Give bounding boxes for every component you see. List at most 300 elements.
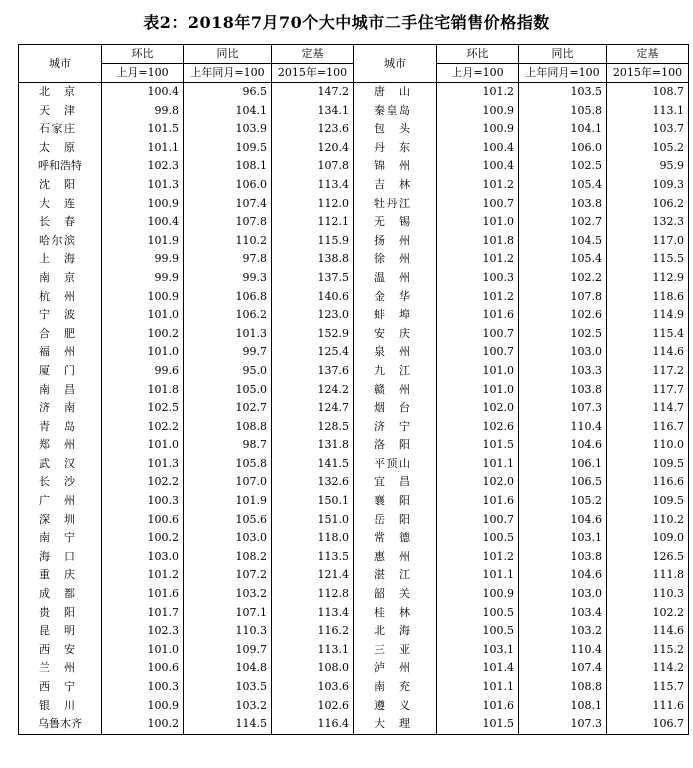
- mom-index-cell: 100.2: [102, 325, 184, 344]
- header-base-2015: 2015年=100: [607, 64, 689, 83]
- fixed-base-index-cell: 134.1: [272, 102, 354, 121]
- mom-index-cell: 101.2: [437, 83, 519, 102]
- table-row: [19, 659, 689, 678]
- city-cell: 蚌埠: [354, 306, 437, 325]
- table-row: [19, 585, 689, 604]
- table-row: [19, 325, 689, 344]
- fixed-base-index-cell: 106.2: [607, 195, 689, 214]
- fixed-base-index-cell: 120.4: [272, 139, 354, 158]
- header-mom: 环比: [102, 45, 184, 64]
- header-city: 城市: [354, 45, 437, 83]
- mom-index-cell: 100.5: [437, 622, 519, 641]
- mom-index-cell: 101.1: [437, 566, 519, 585]
- fixed-base-index-cell: 103.6: [272, 678, 354, 697]
- mom-index-cell: 100.7: [437, 511, 519, 530]
- fixed-base-index-cell: 116.6: [607, 473, 689, 492]
- mom-index-cell: 99.9: [102, 269, 184, 288]
- mom-index-cell: 101.3: [102, 455, 184, 474]
- mom-index-cell: 101.0: [437, 362, 519, 381]
- yoy-index-cell: 107.2: [184, 566, 272, 585]
- city-cell: 北京: [19, 83, 102, 102]
- city-cell: 哈尔滨: [19, 232, 102, 251]
- city-cell: 宜昌: [354, 473, 437, 492]
- yoy-index-cell: 105.2: [519, 492, 607, 511]
- price-index-table: [18, 44, 689, 735]
- city-cell: 遵义: [354, 697, 437, 716]
- yoy-index-cell: 106.8: [184, 288, 272, 307]
- yoy-index-cell: 105.8: [519, 102, 607, 121]
- mom-index-cell: 101.0: [102, 436, 184, 455]
- fixed-base-index-cell: 137.6: [272, 362, 354, 381]
- mom-index-cell: 101.0: [437, 381, 519, 400]
- city-cell: 大连: [19, 195, 102, 214]
- yoy-index-cell: 103.2: [184, 697, 272, 716]
- header-city: 城市: [19, 45, 102, 83]
- fixed-base-index-cell: 109.5: [607, 455, 689, 474]
- yoy-index-cell: 107.8: [519, 288, 607, 307]
- city-cell: 昆明: [19, 622, 102, 641]
- mom-index-cell: 100.3: [102, 492, 184, 511]
- mom-index-cell: 102.2: [102, 418, 184, 437]
- yoy-index-cell: 109.5: [184, 139, 272, 158]
- fixed-base-index-cell: 112.8: [272, 585, 354, 604]
- header-mom: 环比: [437, 45, 519, 64]
- fixed-base-index-cell: 151.0: [272, 511, 354, 530]
- table-row: [19, 492, 689, 511]
- city-cell: 杭州: [19, 288, 102, 307]
- mom-index-cell: 100.7: [437, 195, 519, 214]
- fixed-base-index-cell: 131.8: [272, 436, 354, 455]
- city-cell: 岳阳: [354, 511, 437, 530]
- fixed-base-index-cell: 112.0: [272, 195, 354, 214]
- fixed-base-index-cell: 125.4: [272, 343, 354, 362]
- city-cell: 常德: [354, 529, 437, 548]
- mom-index-cell: 99.8: [102, 102, 184, 121]
- city-cell: 天津: [19, 102, 102, 121]
- table-row: [19, 139, 689, 158]
- fixed-base-index-cell: 113.4: [272, 604, 354, 623]
- city-cell: 平顶山: [354, 455, 437, 474]
- page-title: 表2：2018年7月70个大中城市二手住宅销售价格指数: [143, 13, 550, 32]
- table-row: [19, 269, 689, 288]
- city-cell: 牡丹江: [354, 195, 437, 214]
- table-row: [19, 213, 689, 232]
- yoy-index-cell: 98.7: [184, 436, 272, 455]
- yoy-index-cell: 107.0: [184, 473, 272, 492]
- fixed-base-index-cell: 110.3: [607, 585, 689, 604]
- mom-index-cell: 100.6: [102, 511, 184, 530]
- yoy-index-cell: 103.8: [519, 381, 607, 400]
- city-cell: 厦门: [19, 362, 102, 381]
- table-row: [19, 622, 689, 641]
- city-cell: 韶关: [354, 585, 437, 604]
- city-cell: 长春: [19, 213, 102, 232]
- yoy-index-cell: 102.5: [519, 325, 607, 344]
- mom-index-cell: 102.0: [437, 473, 519, 492]
- yoy-index-cell: 106.1: [519, 455, 607, 474]
- table-row: [19, 343, 689, 362]
- mom-index-cell: 101.0: [102, 641, 184, 660]
- yoy-index-cell: 103.9: [184, 120, 272, 139]
- mom-index-cell: 101.2: [437, 176, 519, 195]
- mom-index-cell: 102.6: [437, 418, 519, 437]
- city-cell: 丹东: [354, 139, 437, 158]
- yoy-index-cell: 110.4: [519, 418, 607, 437]
- city-cell: 泸州: [354, 659, 437, 678]
- fixed-base-index-cell: 116.7: [607, 418, 689, 437]
- fixed-base-index-cell: 117.0: [607, 232, 689, 251]
- header-fixed-base: 定基: [607, 45, 689, 64]
- table-row: [19, 381, 689, 400]
- city-cell: 南充: [354, 678, 437, 697]
- yoy-index-cell: 114.5: [184, 715, 272, 734]
- fixed-base-index-cell: 138.8: [272, 250, 354, 269]
- fixed-base-index-cell: 112.1: [272, 213, 354, 232]
- fixed-base-index-cell: 111.6: [607, 697, 689, 716]
- mom-index-cell: 100.9: [437, 102, 519, 121]
- fixed-base-index-cell: 132.3: [607, 213, 689, 232]
- yoy-index-cell: 103.2: [184, 585, 272, 604]
- yoy-index-cell: 103.0: [519, 343, 607, 362]
- fixed-base-index-cell: 150.1: [272, 492, 354, 511]
- mom-index-cell: 101.9: [102, 232, 184, 251]
- header-base-last-year: 上年同月=100: [184, 64, 272, 83]
- yoy-index-cell: 103.8: [519, 548, 607, 567]
- table-row: [19, 362, 689, 381]
- fixed-base-index-cell: 118.0: [272, 529, 354, 548]
- fixed-base-index-cell: 107.8: [272, 157, 354, 176]
- city-cell: 包头: [354, 120, 437, 139]
- table-row: [19, 250, 689, 269]
- table-row: [19, 195, 689, 214]
- city-cell: 福州: [19, 343, 102, 362]
- mom-index-cell: 102.2: [102, 473, 184, 492]
- yoy-index-cell: 105.4: [519, 250, 607, 269]
- city-cell: 九江: [354, 362, 437, 381]
- yoy-index-cell: 104.6: [519, 436, 607, 455]
- mom-index-cell: 101.2: [437, 250, 519, 269]
- city-cell: 广州: [19, 492, 102, 511]
- city-cell: 上海: [19, 250, 102, 269]
- mom-index-cell: 100.5: [437, 604, 519, 623]
- city-cell: 武汉: [19, 455, 102, 474]
- table-row: [19, 102, 689, 121]
- city-cell: 长沙: [19, 473, 102, 492]
- mom-index-cell: 101.5: [437, 715, 519, 734]
- fixed-base-index-cell: 117.7: [607, 381, 689, 400]
- city-cell: 南宁: [19, 529, 102, 548]
- city-cell: 济南: [19, 399, 102, 418]
- city-cell: 赣州: [354, 381, 437, 400]
- fixed-base-index-cell: 141.5: [272, 455, 354, 474]
- header-yoy: 同比: [184, 45, 272, 64]
- mom-index-cell: 100.7: [437, 325, 519, 344]
- city-cell: 乌鲁木齐: [19, 715, 102, 734]
- fixed-base-index-cell: 102.2: [607, 604, 689, 623]
- mom-index-cell: 100.9: [102, 288, 184, 307]
- city-cell: 扬州: [354, 232, 437, 251]
- fixed-base-index-cell: 105.2: [607, 139, 689, 158]
- fixed-base-index-cell: 114.2: [607, 659, 689, 678]
- city-cell: 唐山: [354, 83, 437, 102]
- table-row: [19, 436, 689, 455]
- yoy-index-cell: 108.8: [519, 678, 607, 697]
- yoy-index-cell: 106.5: [519, 473, 607, 492]
- city-cell: 石家庄: [19, 120, 102, 139]
- fixed-base-index-cell: 115.9: [272, 232, 354, 251]
- yoy-index-cell: 110.2: [184, 232, 272, 251]
- yoy-index-cell: 107.4: [519, 659, 607, 678]
- city-cell: 秦皇岛: [354, 102, 437, 121]
- fixed-base-index-cell: 114.7: [607, 399, 689, 418]
- city-cell: 合肥: [19, 325, 102, 344]
- yoy-index-cell: 102.5: [519, 157, 607, 176]
- city-cell: 北海: [354, 622, 437, 641]
- city-cell: 温州: [354, 269, 437, 288]
- yoy-index-cell: 108.2: [184, 548, 272, 567]
- city-cell: 银川: [19, 697, 102, 716]
- city-cell: 兰州: [19, 659, 102, 678]
- header-base-last-month: 上月=100: [102, 64, 184, 83]
- city-cell: 郑州: [19, 436, 102, 455]
- mom-index-cell: 101.8: [437, 232, 519, 251]
- fixed-base-index-cell: 109.5: [607, 492, 689, 511]
- yoy-index-cell: 104.6: [519, 511, 607, 530]
- table-row: [19, 715, 689, 734]
- mom-index-cell: 100.3: [437, 269, 519, 288]
- mom-index-cell: 100.2: [102, 529, 184, 548]
- mom-index-cell: 100.2: [102, 715, 184, 734]
- mom-index-cell: 100.9: [102, 195, 184, 214]
- city-cell: 安庆: [354, 325, 437, 344]
- fixed-base-index-cell: 118.6: [607, 288, 689, 307]
- fixed-base-index-cell: 116.2: [272, 622, 354, 641]
- header-fixed-base: 定基: [272, 45, 354, 64]
- city-cell: 大理: [354, 715, 437, 734]
- yoy-index-cell: 108.1: [519, 697, 607, 716]
- fixed-base-index-cell: 110.2: [607, 511, 689, 530]
- city-cell: 重庆: [19, 566, 102, 585]
- header-base-last-month: 上月=100: [437, 64, 519, 83]
- yoy-index-cell: 104.6: [519, 566, 607, 585]
- city-cell: 南京: [19, 269, 102, 288]
- table-row: [19, 455, 689, 474]
- city-cell: 西安: [19, 641, 102, 660]
- table-row: [19, 697, 689, 716]
- table-row: [19, 288, 689, 307]
- fixed-base-index-cell: 123.0: [272, 306, 354, 325]
- table-row: [19, 641, 689, 660]
- yoy-index-cell: 108.1: [184, 157, 272, 176]
- fixed-base-index-cell: 114.6: [607, 343, 689, 362]
- mom-index-cell: 100.9: [102, 697, 184, 716]
- yoy-index-cell: 103.0: [519, 585, 607, 604]
- yoy-index-cell: 101.3: [184, 325, 272, 344]
- city-cell: 济宁: [354, 418, 437, 437]
- yoy-index-cell: 102.7: [519, 213, 607, 232]
- fixed-base-index-cell: 116.4: [272, 715, 354, 734]
- fixed-base-index-cell: 115.7: [607, 678, 689, 697]
- fixed-base-index-cell: 109.0: [607, 529, 689, 548]
- city-cell: 西宁: [19, 678, 102, 697]
- mom-index-cell: 102.5: [102, 399, 184, 418]
- fixed-base-index-cell: 123.6: [272, 120, 354, 139]
- fixed-base-index-cell: 140.6: [272, 288, 354, 307]
- fixed-base-index-cell: 113.1: [272, 641, 354, 660]
- header-base-2015: 2015年=100: [272, 64, 354, 83]
- yoy-index-cell: 103.8: [519, 195, 607, 214]
- table-row: [19, 529, 689, 548]
- yoy-index-cell: 103.5: [184, 678, 272, 697]
- table-row: [19, 83, 689, 102]
- city-cell: 吉林: [354, 176, 437, 195]
- yoy-index-cell: 95.0: [184, 362, 272, 381]
- table-row: [19, 566, 689, 585]
- yoy-index-cell: 104.5: [519, 232, 607, 251]
- table-row: [19, 473, 689, 492]
- fixed-base-index-cell: 114.6: [607, 622, 689, 641]
- city-cell: 锦州: [354, 157, 437, 176]
- table-row: [19, 604, 689, 623]
- fixed-base-index-cell: 103.7: [607, 120, 689, 139]
- yoy-index-cell: 107.4: [184, 195, 272, 214]
- mom-index-cell: 100.4: [437, 157, 519, 176]
- yoy-index-cell: 103.3: [519, 362, 607, 381]
- fixed-base-index-cell: 124.7: [272, 399, 354, 418]
- yoy-index-cell: 101.9: [184, 492, 272, 511]
- fixed-base-index-cell: 137.5: [272, 269, 354, 288]
- city-cell: 南昌: [19, 381, 102, 400]
- yoy-index-cell: 102.7: [184, 399, 272, 418]
- mom-index-cell: 101.4: [437, 659, 519, 678]
- mom-index-cell: 102.0: [437, 399, 519, 418]
- city-cell: 海口: [19, 548, 102, 567]
- mom-index-cell: 99.6: [102, 362, 184, 381]
- table-row: [19, 120, 689, 139]
- fixed-base-index-cell: 112.9: [607, 269, 689, 288]
- yoy-index-cell: 105.8: [184, 455, 272, 474]
- mom-index-cell: 101.6: [437, 697, 519, 716]
- mom-index-cell: 101.0: [102, 343, 184, 362]
- fixed-base-index-cell: 102.6: [272, 697, 354, 716]
- yoy-index-cell: 104.1: [519, 120, 607, 139]
- table-row: [19, 418, 689, 437]
- yoy-index-cell: 107.1: [184, 604, 272, 623]
- table-row: [19, 176, 689, 195]
- mom-index-cell: 101.1: [437, 678, 519, 697]
- yoy-index-cell: 99.7: [184, 343, 272, 362]
- fixed-base-index-cell: 152.9: [272, 325, 354, 344]
- table-row: [19, 232, 689, 251]
- fixed-base-index-cell: 126.5: [607, 548, 689, 567]
- mom-index-cell: 102.3: [102, 622, 184, 641]
- city-cell: 无锡: [354, 213, 437, 232]
- table-row: [19, 511, 689, 530]
- table-row: [19, 678, 689, 697]
- yoy-index-cell: 107.8: [184, 213, 272, 232]
- yoy-index-cell: 109.7: [184, 641, 272, 660]
- yoy-index-cell: 104.1: [184, 102, 272, 121]
- yoy-index-cell: 96.5: [184, 83, 272, 102]
- fixed-base-index-cell: 115.4: [607, 325, 689, 344]
- mom-index-cell: 100.3: [102, 678, 184, 697]
- fixed-base-index-cell: 111.8: [607, 566, 689, 585]
- yoy-index-cell: 103.5: [519, 83, 607, 102]
- fixed-base-index-cell: 117.2: [607, 362, 689, 381]
- mom-index-cell: 100.6: [102, 659, 184, 678]
- table-row: [19, 548, 689, 567]
- fixed-base-index-cell: 110.0: [607, 436, 689, 455]
- header-row-groups: [19, 45, 689, 64]
- city-cell: 宁波: [19, 306, 102, 325]
- mom-index-cell: 101.6: [102, 585, 184, 604]
- fixed-base-index-cell: 108.0: [272, 659, 354, 678]
- yoy-index-cell: 99.3: [184, 269, 272, 288]
- mom-index-cell: 101.1: [102, 139, 184, 158]
- fixed-base-index-cell: 109.3: [607, 176, 689, 195]
- city-cell: 洛阳: [354, 436, 437, 455]
- yoy-index-cell: 103.4: [519, 604, 607, 623]
- yoy-index-cell: 106.0: [519, 139, 607, 158]
- mom-index-cell: 102.3: [102, 157, 184, 176]
- fixed-base-index-cell: 132.6: [272, 473, 354, 492]
- mom-index-cell: 100.7: [437, 343, 519, 362]
- yoy-index-cell: 107.3: [519, 399, 607, 418]
- city-cell: 呼和浩特: [19, 157, 102, 176]
- city-cell: 烟台: [354, 399, 437, 418]
- mom-index-cell: 100.4: [437, 139, 519, 158]
- yoy-index-cell: 105.4: [519, 176, 607, 195]
- mom-index-cell: 101.0: [437, 213, 519, 232]
- city-cell: 惠州: [354, 548, 437, 567]
- fixed-base-index-cell: 115.2: [607, 641, 689, 660]
- yoy-index-cell: 103.1: [519, 529, 607, 548]
- mom-index-cell: 101.8: [102, 381, 184, 400]
- fixed-base-index-cell: 121.4: [272, 566, 354, 585]
- table-body: [19, 83, 689, 735]
- mom-index-cell: 101.5: [437, 436, 519, 455]
- table-row: [19, 306, 689, 325]
- yoy-index-cell: 110.3: [184, 622, 272, 641]
- city-cell: 青岛: [19, 418, 102, 437]
- fixed-base-index-cell: 128.5: [272, 418, 354, 437]
- yoy-index-cell: 102.6: [519, 306, 607, 325]
- mom-index-cell: 101.5: [102, 120, 184, 139]
- fixed-base-index-cell: 114.9: [607, 306, 689, 325]
- yoy-index-cell: 105.0: [184, 381, 272, 400]
- yoy-index-cell: 103.2: [519, 622, 607, 641]
- mom-index-cell: 101.6: [437, 306, 519, 325]
- yoy-index-cell: 103.0: [184, 529, 272, 548]
- mom-index-cell: 101.1: [437, 455, 519, 474]
- mom-index-cell: 101.0: [102, 306, 184, 325]
- table-row: [19, 157, 689, 176]
- city-cell: 太原: [19, 139, 102, 158]
- fixed-base-index-cell: 115.5: [607, 250, 689, 269]
- mom-index-cell: 101.2: [437, 288, 519, 307]
- mom-index-cell: 101.7: [102, 604, 184, 623]
- city-cell: 湛江: [354, 566, 437, 585]
- yoy-index-cell: 110.4: [519, 641, 607, 660]
- city-cell: 贵阳: [19, 604, 102, 623]
- header-base-last-year: 上年同月=100: [519, 64, 607, 83]
- yoy-index-cell: 104.8: [184, 659, 272, 678]
- mom-index-cell: 101.6: [437, 492, 519, 511]
- mom-index-cell: 100.9: [437, 585, 519, 604]
- mom-index-cell: 100.4: [102, 213, 184, 232]
- fixed-base-index-cell: 147.2: [272, 83, 354, 102]
- yoy-index-cell: 102.2: [519, 269, 607, 288]
